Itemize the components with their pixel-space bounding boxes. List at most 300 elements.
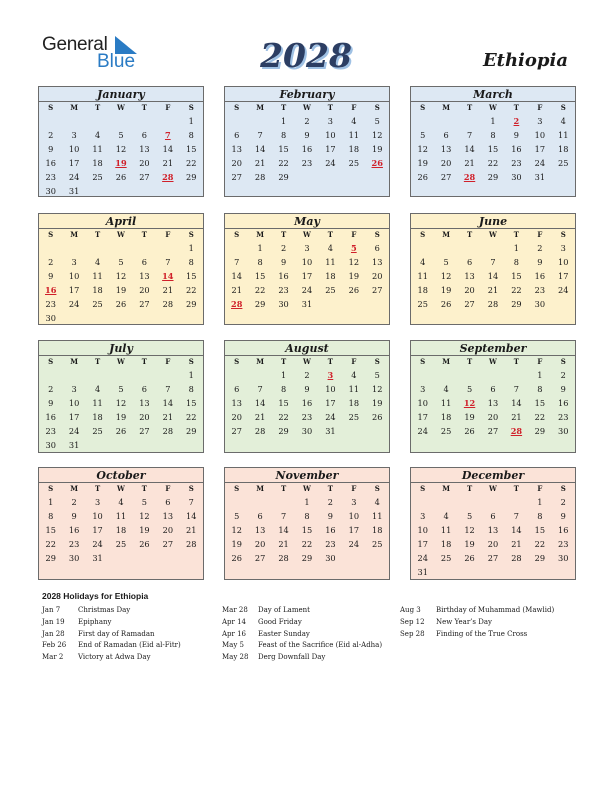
day-cell: 18	[115, 525, 127, 535]
day-cell: 26	[139, 539, 150, 549]
weekday-header	[39, 483, 203, 495]
week-row	[411, 551, 575, 565]
day-cell: 22	[45, 539, 56, 549]
day-cell	[458, 368, 481, 382]
day-cell	[411, 495, 434, 509]
holiday-date: Apr 16	[222, 629, 247, 638]
day-cell	[109, 368, 132, 382]
day-cell	[411, 241, 434, 255]
week-row	[225, 156, 389, 170]
day-cell: 5	[443, 257, 449, 267]
day-cell: 12	[348, 257, 360, 267]
holiday-date: Aug 3	[400, 606, 421, 614]
logo-blue-text: Blue	[97, 51, 136, 72]
weekday-label: F	[165, 230, 171, 239]
day-cell: 17	[417, 539, 428, 549]
day-cell: 25	[348, 158, 360, 168]
week-row	[411, 128, 575, 142]
day-cell	[505, 495, 528, 509]
holiday-day-cell: 19	[115, 158, 127, 168]
day-cell	[86, 368, 109, 382]
weekday-label: S	[420, 357, 426, 366]
weekday-label: W	[303, 484, 311, 493]
day-cell	[180, 438, 203, 452]
week-row	[225, 114, 389, 128]
week-row	[225, 537, 389, 551]
day-cell	[156, 311, 179, 325]
day-cell: 31	[325, 426, 336, 436]
day-cell: 16	[278, 271, 289, 281]
day-cell: 2	[537, 243, 543, 253]
week-row	[225, 283, 389, 297]
week-row	[39, 241, 203, 255]
weekday-label: T	[327, 484, 333, 493]
day-cell: 25	[417, 299, 428, 309]
day-cell: 4	[351, 370, 357, 380]
day-cell: 2	[304, 370, 310, 380]
day-cell: 20	[139, 285, 150, 295]
weekday-label: S	[560, 230, 566, 239]
week-row	[225, 170, 389, 184]
day-cell: 9	[48, 144, 54, 154]
day-cell: 9	[280, 257, 287, 267]
weekday-label: W	[303, 230, 311, 239]
holiday-name: First day of Ramadan	[78, 629, 155, 638]
day-cell: 19	[231, 539, 242, 549]
week-row	[39, 297, 203, 311]
weekday-label: W	[117, 484, 125, 493]
day-cell	[133, 368, 156, 382]
weekday-label: T	[141, 357, 147, 366]
day-cell: 23	[45, 172, 56, 182]
day-cell	[109, 114, 132, 128]
weekday-label: F	[537, 484, 543, 493]
day-cell: 13	[464, 271, 475, 281]
weekday-header	[39, 356, 203, 368]
month-may	[224, 213, 390, 325]
day-cell: 15	[278, 398, 289, 408]
week-row	[39, 311, 203, 325]
day-cell: 13	[162, 511, 174, 521]
day-cell: 20	[254, 539, 266, 549]
day-cell: 6	[374, 243, 380, 253]
day-cell: 6	[234, 130, 240, 140]
day-cell: 12	[115, 144, 127, 154]
holiday-item	[222, 605, 382, 617]
day-cell: 3	[537, 116, 543, 126]
day-cell: 16	[301, 398, 313, 408]
weekday-label: S	[374, 357, 380, 366]
day-cell: 28	[511, 553, 522, 563]
holiday-item	[222, 617, 382, 629]
day-cell: 13	[139, 271, 150, 281]
week-row	[39, 551, 203, 565]
day-cell	[481, 241, 504, 255]
day-cell: 22	[278, 412, 289, 422]
week-row	[411, 156, 575, 170]
day-cell	[109, 311, 132, 325]
day-cell: 1	[188, 116, 194, 126]
day-cell: 7	[188, 497, 194, 507]
weekday-label: M	[442, 357, 450, 366]
day-cell	[39, 241, 62, 255]
weekday-label: T	[466, 357, 473, 366]
day-cell: 29	[534, 426, 546, 436]
day-cell: 14	[186, 511, 197, 521]
day-cell: 26	[115, 172, 127, 182]
day-cell: 6	[257, 511, 263, 521]
day-cell: 3	[560, 243, 566, 253]
day-cell: 7	[234, 257, 240, 267]
weekday-label: M	[256, 230, 264, 239]
day-cell: 31	[417, 567, 428, 577]
day-cell: 18	[348, 144, 360, 154]
day-cell: 16	[534, 271, 546, 281]
day-cell: 18	[440, 412, 452, 422]
month-title: July	[39, 341, 203, 356]
weekday-label: F	[351, 230, 357, 239]
day-cell	[86, 184, 109, 198]
week-row	[39, 114, 203, 128]
day-cell: 8	[537, 384, 543, 394]
day-cell: 14	[254, 398, 266, 408]
day-cell: 27	[254, 553, 266, 563]
day-cell: 20	[139, 412, 150, 422]
day-cell: 15	[301, 525, 313, 535]
day-cell: 30	[301, 426, 313, 436]
day-cell: 2	[280, 243, 287, 253]
week-row	[411, 396, 575, 410]
year-title: 2028	[260, 36, 352, 75]
day-cell	[86, 241, 109, 255]
day-cell: 7	[257, 130, 263, 140]
day-cell: 4	[420, 257, 426, 267]
weekday-label: S	[48, 357, 54, 366]
day-cell: 26	[440, 299, 452, 309]
day-cell: 12	[372, 130, 383, 140]
day-cell: 17	[92, 525, 103, 535]
day-cell	[458, 241, 481, 255]
day-cell: 22	[254, 285, 266, 295]
weekday-label: M	[70, 357, 78, 366]
week-row	[411, 297, 575, 311]
weekday-label: W	[303, 103, 311, 112]
day-cell: 11	[115, 511, 127, 521]
day-cell	[528, 565, 551, 579]
day-cell	[180, 551, 203, 565]
weekday-header	[39, 229, 203, 241]
holiday-name: Christmas Day	[78, 606, 131, 614]
day-cell: 15	[487, 144, 499, 154]
day-cell: 11	[417, 271, 428, 281]
holiday-date: May 5	[222, 641, 244, 650]
day-cell: 12	[464, 525, 475, 535]
day-cell: 19	[139, 525, 150, 535]
day-cell: 12	[372, 384, 383, 394]
day-cell: 29	[487, 172, 499, 182]
weekday-label: F	[351, 357, 357, 366]
weekday-label: S	[374, 103, 380, 112]
day-cell: 24	[68, 426, 80, 436]
month-september	[410, 340, 576, 453]
day-cell: 20	[464, 285, 475, 295]
holiday-date: May 28	[222, 653, 249, 662]
day-cell: 20	[231, 412, 242, 422]
day-cell: 16	[301, 144, 313, 154]
day-cell: 11	[325, 257, 336, 267]
holiday-item	[222, 640, 382, 652]
day-cell: 14	[231, 271, 242, 281]
weekday-label: S	[48, 230, 54, 239]
day-cell: 27	[231, 426, 242, 436]
day-cell: 13	[440, 144, 452, 154]
weekday-label: M	[256, 484, 264, 493]
day-cell: 7	[513, 384, 519, 394]
day-cell: 21	[254, 412, 266, 422]
day-cell: 14	[487, 271, 499, 281]
week-row	[411, 241, 575, 255]
weekday-label: S	[420, 230, 426, 239]
day-cell: 5	[234, 511, 240, 521]
day-cell: 9	[560, 384, 566, 394]
day-cell	[434, 495, 457, 509]
day-cell: 17	[348, 525, 360, 535]
day-cell	[156, 551, 179, 565]
day-cell: 23	[301, 412, 313, 422]
day-cell: 25	[558, 158, 569, 168]
holiday-date: Sep 28	[400, 629, 425, 638]
day-cell: 1	[490, 116, 496, 126]
holiday-date: Mar 28	[222, 606, 248, 614]
day-cell	[342, 424, 365, 438]
holiday-name: End of Ramadan (Eid al-Fitr)	[78, 641, 181, 650]
day-cell: 1	[280, 370, 287, 380]
week-row	[39, 170, 203, 184]
day-cell: 26	[372, 412, 383, 422]
day-cell	[366, 551, 389, 565]
day-cell	[505, 565, 528, 579]
day-cell: 26	[464, 426, 475, 436]
day-cell: 30	[558, 426, 569, 436]
day-cell: 27	[139, 426, 150, 436]
day-cell: 28	[278, 553, 289, 563]
day-cell: 29	[301, 553, 313, 563]
week-row	[411, 495, 575, 509]
day-cell: 2	[48, 130, 54, 140]
day-cell: 10	[325, 130, 336, 140]
day-cell	[39, 368, 62, 382]
day-cell	[434, 114, 457, 128]
holiday-name: Easter Sunday	[258, 629, 310, 638]
day-cell: 31	[68, 186, 80, 196]
day-cell: 6	[234, 384, 240, 394]
day-cell: 5	[466, 384, 473, 394]
weekday-label: S	[374, 484, 380, 493]
day-cell: 17	[301, 271, 313, 281]
day-cell: 26	[417, 172, 428, 182]
day-cell	[156, 184, 179, 198]
day-cell: 20	[139, 158, 150, 168]
day-cell	[225, 368, 248, 382]
weekday-label: T	[466, 230, 473, 239]
day-cell: 21	[487, 285, 499, 295]
day-cell: 25	[92, 426, 103, 436]
day-cell: 6	[490, 384, 496, 394]
day-cell	[552, 297, 575, 311]
weekday-label: T	[466, 484, 473, 493]
day-cell: 10	[348, 511, 360, 521]
day-cell: 15	[186, 271, 197, 281]
day-cell: 18	[92, 285, 103, 295]
day-cell: 30	[45, 186, 56, 196]
day-cell	[180, 184, 203, 198]
weekday-label: M	[256, 103, 264, 112]
day-cell: 21	[231, 285, 242, 295]
day-cell: 24	[92, 539, 103, 549]
week-row	[411, 368, 575, 382]
day-cell: 20	[231, 158, 242, 168]
day-cell: 12	[139, 511, 150, 521]
day-cell: 4	[560, 116, 566, 126]
day-cell: 9	[48, 398, 54, 408]
day-cell	[109, 551, 132, 565]
day-cell: 6	[466, 257, 473, 267]
weekday-label: M	[442, 484, 450, 493]
day-cell: 21	[186, 525, 197, 535]
day-cell: 13	[139, 398, 150, 408]
weekday-header	[225, 102, 389, 114]
day-cell: 15	[186, 144, 197, 154]
holiday-date: Jan 19	[42, 617, 65, 626]
day-cell: 12	[417, 144, 428, 154]
day-cell: 22	[278, 158, 289, 168]
holiday-day-cell: 16	[45, 285, 57, 295]
day-cell	[156, 438, 179, 452]
day-cell: 27	[139, 172, 150, 182]
day-cell: 29	[45, 553, 56, 563]
week-row	[411, 523, 575, 537]
day-cell	[411, 114, 434, 128]
day-cell: 2	[71, 497, 77, 507]
day-cell: 18	[372, 525, 383, 535]
week-row	[225, 410, 389, 424]
day-cell: 12	[115, 398, 127, 408]
day-cell	[133, 241, 156, 255]
day-cell: 11	[92, 144, 103, 154]
day-cell: 27	[440, 172, 452, 182]
day-cell: 10	[325, 384, 336, 394]
day-cell: 4	[118, 497, 124, 507]
day-cell: 18	[92, 158, 103, 168]
weekday-label: T	[466, 103, 473, 112]
week-row	[411, 424, 575, 438]
month-august	[224, 340, 390, 453]
day-cell: 5	[118, 130, 124, 140]
week-row	[39, 382, 203, 396]
day-cell: 14	[162, 144, 174, 154]
weekday-label: W	[489, 357, 497, 366]
week-row	[225, 551, 389, 565]
day-cell	[133, 551, 156, 565]
day-cell: 9	[48, 271, 54, 281]
day-cell: 4	[374, 497, 380, 507]
day-cell	[458, 565, 481, 579]
weekday-label: S	[560, 103, 566, 112]
day-cell: 3	[327, 116, 333, 126]
holiday-day-cell: 26	[371, 158, 383, 168]
weekday-label: S	[48, 484, 54, 493]
week-row	[411, 114, 575, 128]
week-row	[225, 509, 389, 523]
week-row	[39, 424, 203, 438]
day-cell: 19	[464, 539, 475, 549]
day-cell: 24	[348, 539, 360, 549]
weekday-label: F	[165, 103, 171, 112]
day-cell: 24	[417, 426, 428, 436]
weekday-label: T	[141, 484, 147, 493]
day-cell	[342, 297, 365, 311]
day-cell: 26	[115, 426, 127, 436]
weekday-label: F	[537, 230, 543, 239]
day-cell: 7	[490, 257, 496, 267]
holidays-column	[222, 605, 382, 664]
day-cell: 19	[115, 285, 127, 295]
month-november	[224, 467, 390, 580]
day-cell: 26	[348, 285, 360, 295]
day-cell	[366, 170, 389, 184]
weekday-label: S	[420, 103, 426, 112]
day-cell: 28	[186, 539, 197, 549]
day-cell: 11	[92, 398, 103, 408]
weekday-label: T	[513, 230, 519, 239]
weekday-label: T	[327, 357, 333, 366]
day-cell	[366, 297, 389, 311]
day-cell	[342, 170, 365, 184]
holiday-item	[400, 629, 554, 641]
week-row	[39, 396, 203, 410]
weekday-label: T	[513, 484, 519, 493]
day-cell: 5	[374, 370, 380, 380]
weekday-header	[411, 229, 575, 241]
weekday-label: S	[188, 484, 194, 493]
day-cell: 13	[487, 525, 499, 535]
week-row	[225, 523, 389, 537]
day-cell: 1	[537, 497, 543, 507]
holiday-day-cell: 12	[463, 398, 476, 408]
day-cell: 19	[417, 158, 428, 168]
weekday-label: M	[70, 484, 78, 493]
week-row	[225, 424, 389, 438]
day-cell	[109, 184, 132, 198]
day-cell: 24	[325, 412, 336, 422]
holiday-day-cell: 28	[231, 299, 243, 309]
day-cell: 30	[558, 553, 569, 563]
day-cell: 2	[560, 370, 566, 380]
weekday-label: S	[234, 103, 240, 112]
day-cell: 4	[443, 384, 449, 394]
day-cell: 28	[254, 172, 266, 182]
month-january	[38, 86, 204, 197]
day-cell: 14	[162, 398, 174, 408]
day-cell: 23	[511, 158, 522, 168]
day-cell: 6	[141, 384, 147, 394]
day-cell: 22	[186, 285, 197, 295]
day-cell: 14	[511, 398, 522, 408]
day-cell	[411, 368, 434, 382]
day-cell: 27	[487, 426, 499, 436]
day-cell: 8	[280, 130, 287, 140]
day-cell: 21	[254, 158, 266, 168]
